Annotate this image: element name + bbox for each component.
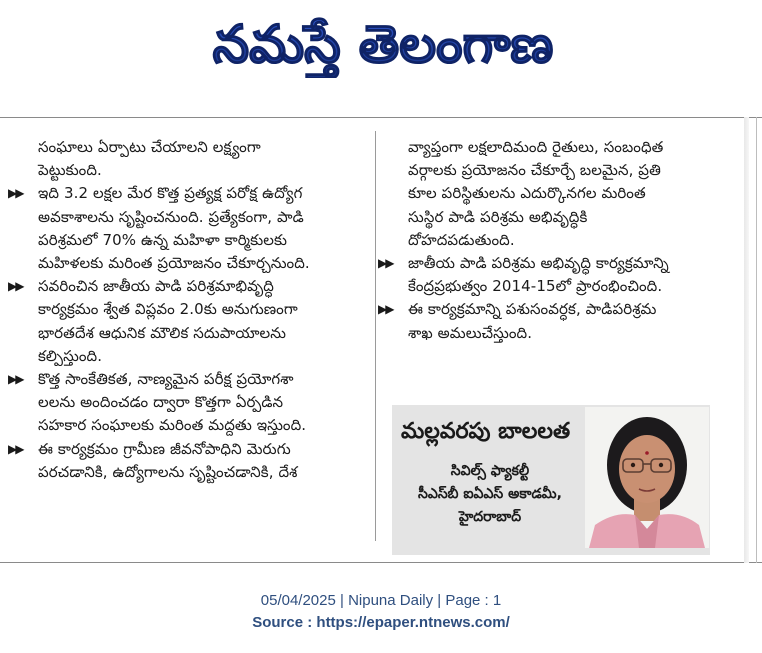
bullet-arrow-icon: ▶▶ <box>378 302 393 317</box>
author-photo <box>585 407 709 548</box>
masthead-title: నమస్తే తెలంగాణ <box>212 15 554 75</box>
footer-source: Source : https://epaper.ntnews.com/ <box>252 614 510 631</box>
left-bullet-2 <box>8 275 363 368</box>
bullet-arrow-icon: ▶▶ <box>8 186 23 201</box>
column-divider <box>375 131 376 541</box>
author-portrait-icon <box>585 407 709 548</box>
right-lead-text: వ్యాప్తంగా లక్షలాదిమంది రైతులు, సంబంధిత వర్గాలకు ప్రయోజనం చేకూర్చే బలమైన, ప్రతి కూల పరిస్థితులను ఎదుర్కొనగల మరింత సుస్థిర పాడి పరిశ్రమ అభివృద్ధికి దోహదపడుతుంది. <box>408 138 664 249</box>
author-role-line: సీఎస్‌బీ ఐఏఎస్ అకాడమీ, <box>418 486 562 502</box>
right-bullet-1 <box>378 252 723 298</box>
right-bullet-2 <box>378 298 723 344</box>
bottom-rule <box>0 562 762 563</box>
masthead-logo <box>183 6 583 78</box>
bullet-arrow-icon: ▶▶ <box>8 279 23 294</box>
footer-edition: 05/04/2025 | Nipuna Daily | Page : 1 <box>260 592 502 609</box>
bullet-arrow-icon: ▶▶ <box>8 441 23 456</box>
left-lead-text: సంఘాలు ఏర్పాటు చేయాలని లక్ష్యంగా పెట్టుకుంది. <box>38 138 261 180</box>
left-column <box>8 136 363 484</box>
bullet-arrow-icon: ▶▶ <box>378 256 393 271</box>
bullet-text: కొత్త సాంకేతికత, నాణ్యమైన పరీక్ష ప్రయోగశా లలను అందించడం ద్వారా కొత్తగా ఏర్పడిన సహకార సంఘాలకు మరింత మద్దతు ఇస్తుంది. <box>38 370 307 435</box>
right-column <box>378 136 723 345</box>
left-bullet-1 <box>8 182 363 275</box>
left-bullet-4 <box>8 438 363 484</box>
author-name: మల్లవరపు బాలలత <box>401 419 571 444</box>
author-role <box>400 460 580 529</box>
masthead-logo-art <box>183 6 583 78</box>
author-role-line: హైదరాబాద్ <box>458 509 522 525</box>
bullet-text: ఈ కార్యక్రమం గ్రామీణ జీవనోపాధిని మెరుగు పరచడానికి, ఉద్యోగాలను సృష్టించడానికి, దేశ <box>38 439 298 481</box>
bullet-arrow-icon: ▶▶ <box>8 372 23 387</box>
author-role-line: సివిల్స్ ఫ్యాకల్టీ <box>450 463 530 479</box>
bullet-text: జాతీయ పాడి పరిశ్రమ అభివృద్ధి కార్యక్రమాన్ని కేంద్రప్రభుత్వం 2014-15లో ప్రారంభించింది. <box>408 254 669 296</box>
bullet-text: ఇది 3.2 లక్షల మేర కొత్త ప్రత్యక్ష పరోక్ష ఉద్యోగ అవకాశాలను సృష్టించనుంది. ప్రత్యేకంగా, పాడి పరిశ్రమలో 70% ఉన్న మహిళా కార్మికులకు మహిళలకు మరింత ప్రయోజనం చేకూర్చనుంది. <box>38 184 310 273</box>
bullet-text: సవరించిన జాతీయ పాడి పరిశ్రమాభివృద్ధి కార్యక్రమం శ్వేత విప్లవం 2.0కు అనుగుణంగా భారతదేశ ఆధునిక మౌలిక సదుపాయాలను కల్పిస్తుంది. <box>38 277 298 365</box>
right-rule <box>756 117 757 563</box>
top-rule <box>0 117 762 118</box>
page-edge-shadow <box>744 117 749 563</box>
bullet-text: ఈ కార్యక్రమాన్ని పశుసంవర్ధక, పాడిపరిశ్రమ శాఖ అమలుచేస్తుంది. <box>408 300 657 342</box>
left-bullet-3 <box>8 368 363 438</box>
